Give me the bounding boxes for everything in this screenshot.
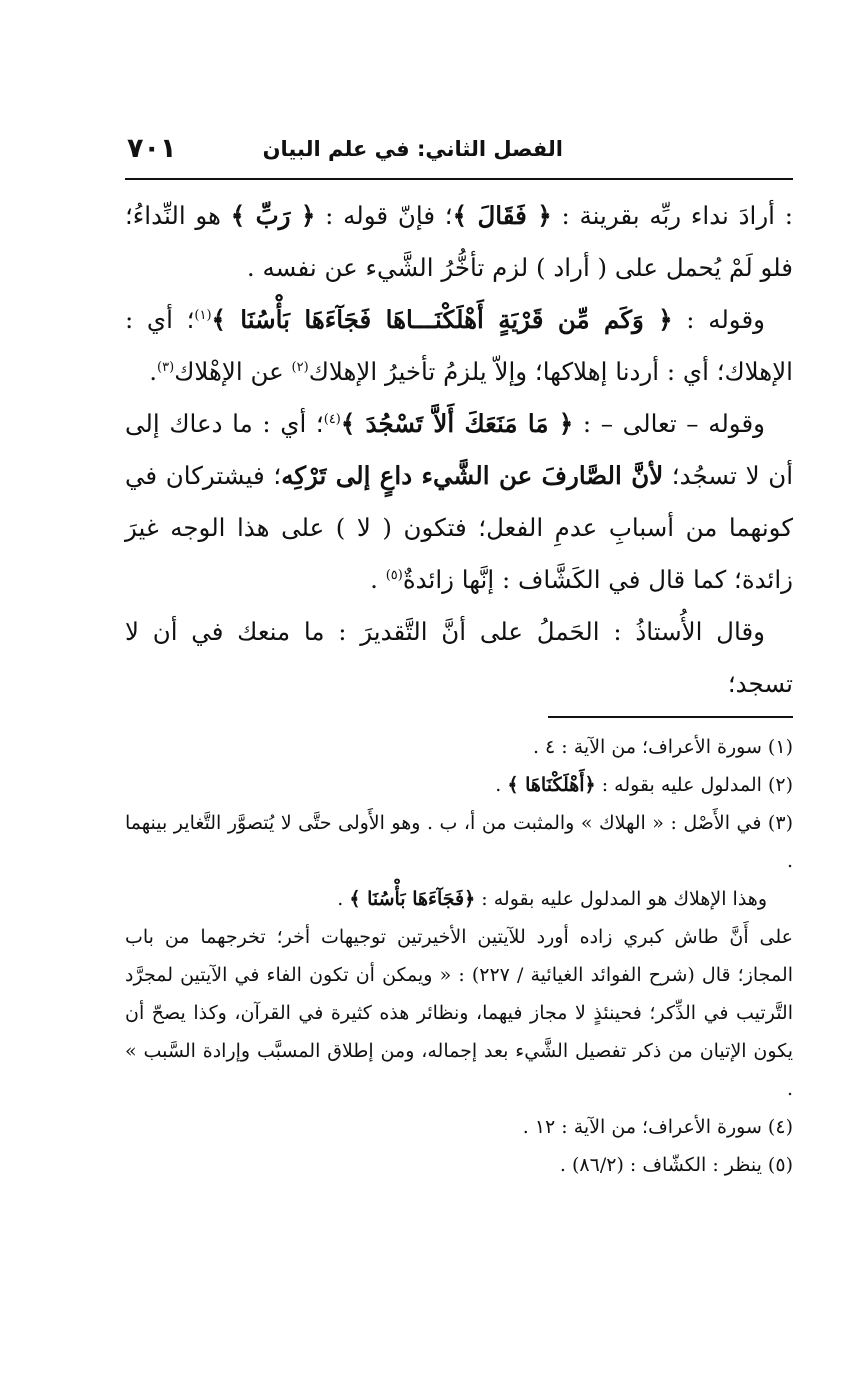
text: هو النِّداءُ؛ فلو لَمْ يُحمل على ( أراد ) لزم تأخُّرُ الشَّيء عن نفسه . [125,201,793,282]
emphasized-text: لأنَّ الصَّارفَ عن الشَّيء داعٍ إلى تَرْكِه [281,461,664,490]
text: . [337,888,350,910]
footnote-3-quote: على أَنَّ طاش كبري زاده أورد للآيتين الأخيرتين توجيهات أخر؛ تخرجهما من باب المجاز؛ قال (شرح الفوائد الغيائية / ٢٢٧) : « ويمكن أن تكون الفاء في الآيتين لمجرَّد التَّرتيب في الذِّكر؛ فحينئذٍ لا مجاز فيهما، ونظائر هذه كثيرة في القرآن، وكذا يصحّ أن يكون الإتيان من ذكر تفصيل الشَّيء بعد إجماله، ومن إطلاق المسبَّب وإرادة السَّبب » . [125,926,794,1100]
paragraph-2 [125,294,793,398]
chapter-title: الفصل الثاني: في علم البيان [262,137,563,161]
footnote-ref-3[interactable]: (٣) [157,359,175,375]
text: . [495,774,508,796]
text: ؛ فإنّ قوله : [315,201,453,230]
footnote-3: (٣) في الأَصْل : « الهلاك » والمثبت من أ، ب . وهو الأَولى حتَّى لا يُتصوَّر التَّغاير بينهما . [125,812,793,872]
text: وقوله – تعالى – : [573,409,766,438]
running-header [125,133,793,173]
quran-quote: ﴿ رَبِّ ﴾ [230,201,316,230]
text: ؛ فيشتركان في كونهما من أسبابِ عدمِ الفعل؛ فتكون ( لا ) على هذا الوجه غيرَ زائدة؛ كما قال في الكَشَّاف : إنَّها زائدةٌ [125,461,793,594]
quran-quote: ﴿ وَكَم مِّن قَرْيَةٍ أَهْلَكْنَـــاهَا فَجَآءَهَا بَأْسُنَا ﴾ [211,305,673,334]
text: ؛ أي : الإهلاك؛ أي : أردنا إهلاكها؛ وإلاّ يلزمُ تأخيرُ الإهلاك [125,305,793,386]
page-number: ٧٠١ [127,133,177,164]
footnote-4: (٤) سورة الأعراف؛ من الآية : ١٢ . [522,1116,793,1138]
quran-quote: ﴿ فَقَالَ ﴾ [452,201,552,230]
footnote-ref-2[interactable]: (٢) [291,359,309,375]
footnote-ref-4[interactable]: (٤) [323,411,341,427]
text: . [370,565,386,594]
text: : أرادَ نداء ربِّه بقرينة : [551,201,793,230]
paragraph-4 [125,606,793,710]
header-divider [125,178,793,180]
footnote-ref-1[interactable]: (١) [194,307,212,323]
quran-quote: ﴿فَجَآءَهَا بَأْسُنَا ﴾ [349,888,476,910]
text: وقوله : [672,305,765,334]
text: ؛ أي : ما دعاك إلى أن لا تسجُد؛ [125,409,793,490]
quran-quote: ﴿أَهْلَكْنَاهَا ﴾ [507,774,596,796]
text: وهذا الإهلاك هو المدلول عليه بقوله : [475,888,767,910]
text: وقال الأُستاذُ : الحَملُ على أنَّ التَّقديرَ : ما منعك في أن لا تسجد؛ [125,617,793,698]
paragraph-3 [125,398,793,606]
footnote-1: (١) سورة الأعراف؛ من الآية : ٤ . [532,736,793,758]
footnote-divider [548,716,793,718]
footnote-2 [125,766,793,804]
text: (٢) المدلول عليه بقوله : [595,774,793,796]
quran-quote: ﴿ مَا مَنَعَكَ أَلاَّ تَسْجُدَ ﴾ [340,409,574,438]
footnote-3-continuation [125,880,793,918]
text: عن الإهْلاك [174,357,292,386]
text: . [149,357,158,386]
footnote-ref-5[interactable]: (٥) [385,567,403,583]
footnote-5: (٥) ينظر : الكشّاف : (٨٦/٢) . [559,1154,793,1176]
paragraph-1 [125,190,793,294]
main-text [125,190,793,710]
footnotes [125,728,793,1184]
